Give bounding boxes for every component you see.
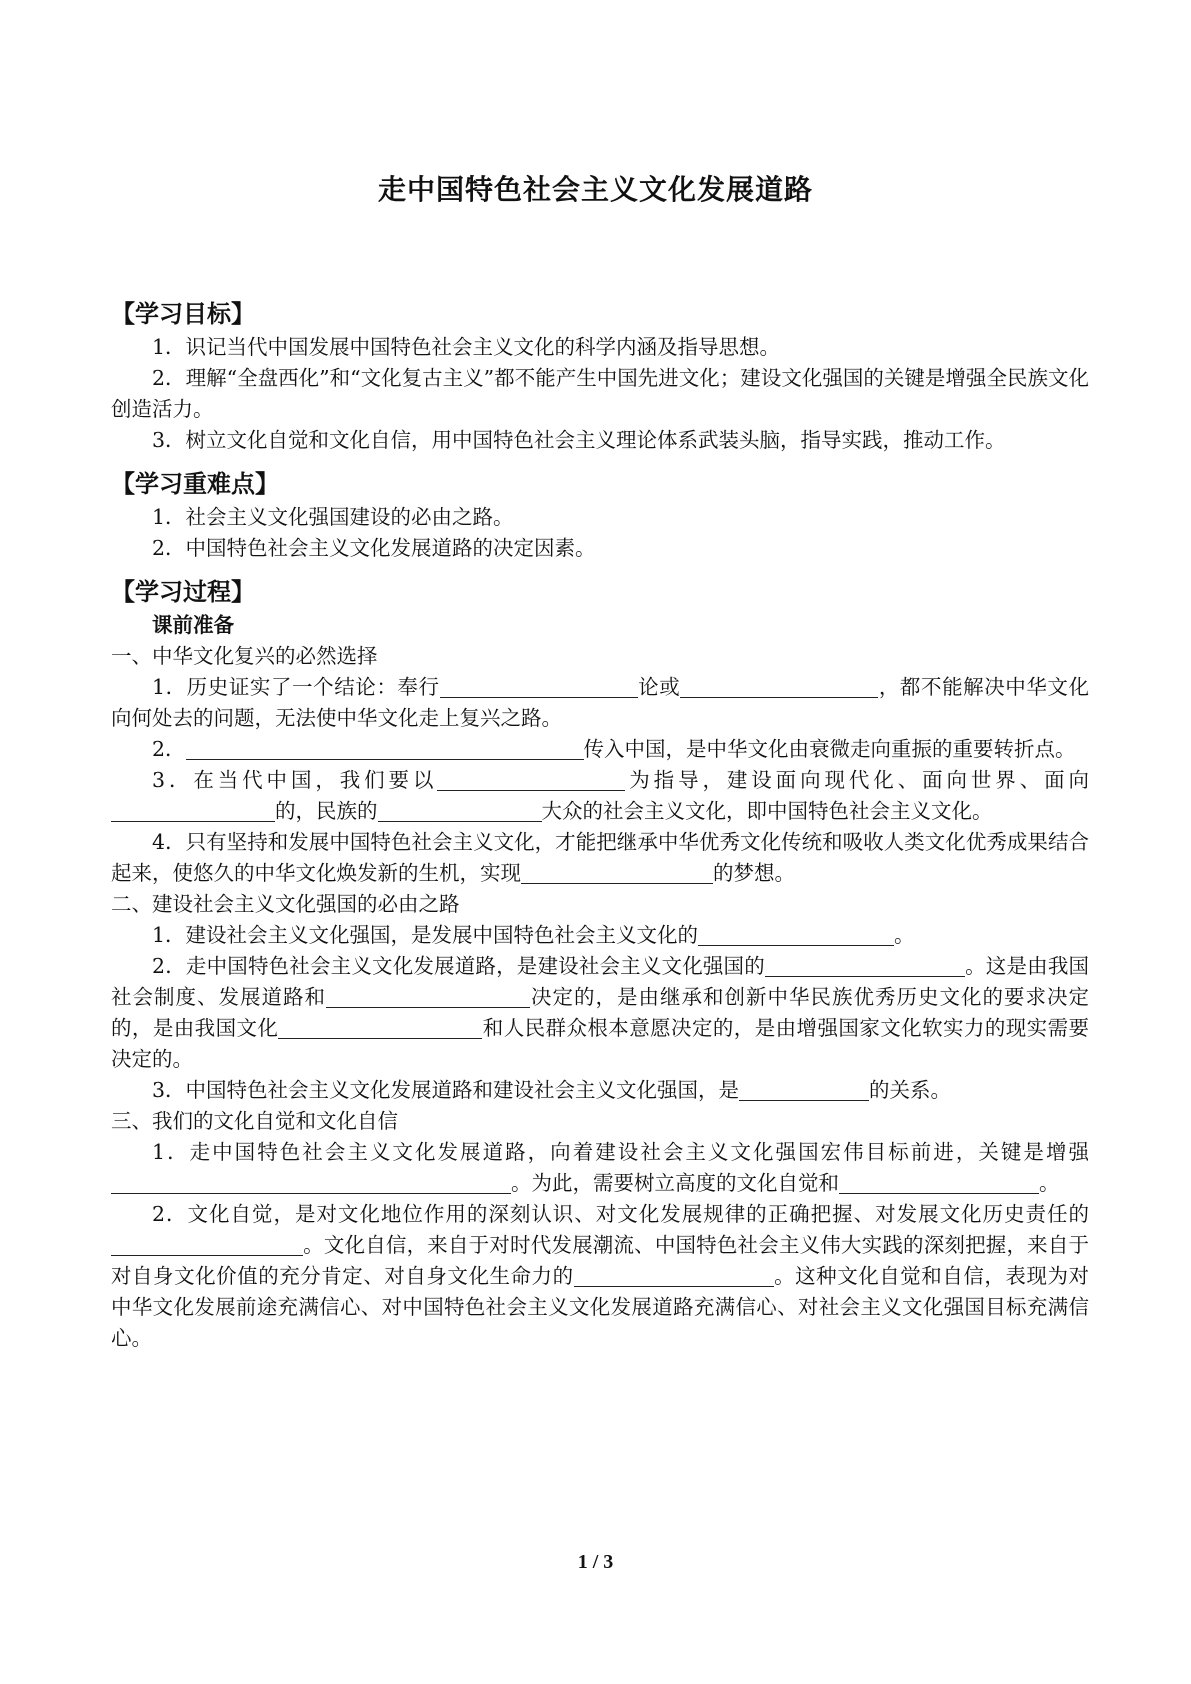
document-body [111, 296, 1089, 1354]
blank[interactable] [440, 675, 638, 698]
keypoint-item-1: 1．社会主义文化强国建设的必由之路。 [152, 505, 514, 529]
part2-question-1: 1．建设社会主义文化强国，是发展中国特色社会主义文化的 。 [152, 923, 915, 947]
blank[interactable] [437, 768, 625, 791]
goal-item-1: 1．识记当代中国发展中国特色社会主义文化的科学内涵及指导思想。 [152, 335, 781, 359]
blank[interactable] [278, 1016, 482, 1039]
prep-label: 课前准备 [152, 613, 234, 637]
blank[interactable] [839, 1171, 1039, 1194]
blank[interactable] [326, 985, 530, 1008]
part3-title: 三、我们的文化自觉和文化自信 [111, 1109, 398, 1133]
section-heading-process: 【学习过程】 [111, 578, 255, 606]
part2-question-3: 3．中国特色社会主义文化发展道路和建设社会主义文化强国，是 的关系。 [152, 1078, 952, 1102]
part2-question-2: 2．走中国特色社会主义文化发展道路，是建设社会主义文化强国的 。这是由我国社会制度、发展道路和 决定的，是由继承和创新中华民族优秀历史文化的要求决定的，是由我国文化 和人民群众根本意愿决定的，是由增强国家文化软实力的现实需要决定的。 [111, 954, 1090, 1071]
part1-title: 一、中华文化复兴的必然选择 [111, 644, 378, 668]
blank[interactable] [111, 1171, 511, 1194]
part1-question-2: 2． 传入中国，是中华文化由衰微走向重振的重要转折点。 [152, 737, 1076, 761]
goal-item-2: 2．理解“全盘西化”和“文化复古主义”都不能产生中国先进文化；建设文化强国的关键是增强全民族文化创造活力。 [111, 366, 1089, 421]
blank[interactable] [680, 675, 878, 698]
section-heading-keypoints: 【学习重难点】 [111, 470, 279, 498]
goal-item-3: 3．树立文化自觉和文化自信，用中国特色社会主义理论体系武装头脑，指导实践，推动工作。 [152, 428, 1006, 452]
part3-question-1: 1．走中国特色社会主义文化发展道路，向着建设社会主义文化强国宏伟目标前进，关键是增强。为此，需要树立高度的文化自觉和 。 [111, 1137, 1089, 1199]
blank[interactable] [574, 1264, 774, 1287]
page-number: 1 / 3 [577, 1551, 614, 1573]
blank[interactable] [521, 861, 713, 884]
part2-title: 二、建设社会主义文化强国的必由之路 [111, 892, 460, 916]
page-title: 走中国特色社会主义文化发展道路 [377, 173, 813, 206]
blank[interactable] [378, 799, 542, 822]
part1-question-4: 4．只有坚持和发展中国特色社会主义文化，才能把继承中华优秀文化传统和吸收人类文化优秀成果结合起来，使悠久的中华文化焕发新的生机，实现 的梦想。 [111, 830, 1089, 885]
blank[interactable] [739, 1078, 869, 1101]
part1-question-3: 3．在当代中国，我们要以 为指导，建设面向现代化、面向世界、面向的，民族的 大众的社会主义文化，即中国特色社会主义文化。 [111, 765, 1089, 827]
blank[interactable] [186, 737, 584, 760]
blank[interactable] [111, 799, 275, 822]
blank[interactable] [698, 923, 894, 946]
blank[interactable] [765, 954, 965, 977]
section-heading-goals: 【学习目标】 [111, 300, 255, 328]
part1-question-1: 1．历史证实了一个结论：奉行 论或 ，都不能解决中华文化向何处去的问题，无法使中华文化走上复兴之路。 [111, 675, 1090, 730]
part3-question-2: 2．文化自觉，是对文化地位作用的深刻认识、对文化发展规律的正确把握、对发展文化历史责任的。文化自信，来自于对时代发展潮流、中国特色社会主义伟大实践的深刻把握，来自于对自身文化价值的充分肯定、对自身文化生命力的 。这种文化自觉和自信，表现为对中华文化发展前途充满信心、对中国特色社会主义文化发展道路充满信心、对社会主义文化强国目标充满信心。 [111, 1202, 1089, 1350]
blank[interactable] [111, 1233, 303, 1256]
keypoint-item-2: 2．中国特色社会主义文化发展道路的决定因素。 [152, 536, 596, 560]
